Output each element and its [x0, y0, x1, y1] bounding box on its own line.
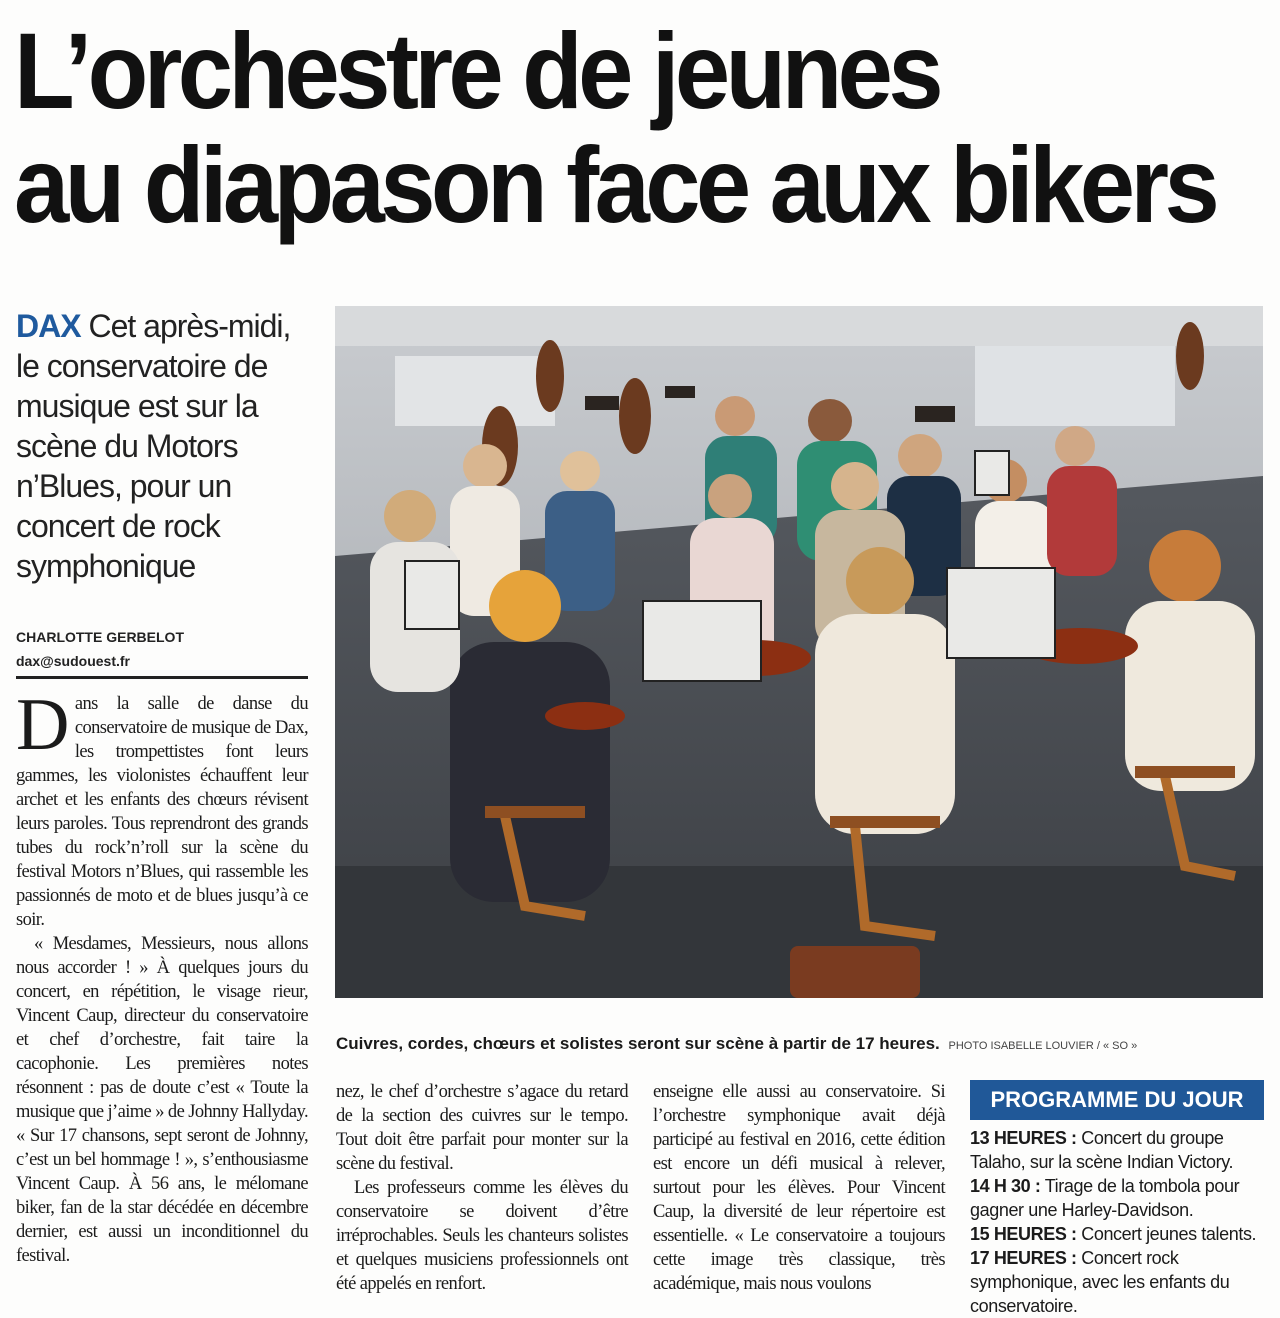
- programme-time: 15 HEURES :: [970, 1224, 1077, 1244]
- programme-text: Concert rock symphonique, avec les enfants du conservatoire.: [970, 1248, 1230, 1316]
- byline-divider: [16, 676, 308, 679]
- article-paragraph: nez, le chef d’orchestre s’agace du retard de la section des cuivres sur le tempo. Tout doit être parfait pour monter sur la scène du festival.: [336, 1082, 628, 1174]
- byline: [16, 625, 308, 673]
- orchestra-photo-illustration: [335, 306, 1263, 998]
- paragraph-text: ans la salle de danse du conservatoire de musique de Dax, les trompettistes font leurs gammes, les violonistes échauffent leur archet et les enfants des chœurs révisent leurs paroles. Tous reprendront des grands tubes du rock’n’roll sur la scène du festival Motors n’Blues, qui rassemble les passionnés de moto et de blues jusqu’à ce soir.: [16, 694, 308, 930]
- article-column-1: [16, 684, 308, 1268]
- programme-item: [970, 1246, 1264, 1318]
- programme-item: [970, 1174, 1264, 1222]
- standfirst-text: Cet après-midi, le conservatoire de musique est sur la scène du Motors n’Blues, pour un concert de rock symphonique: [16, 308, 291, 584]
- standfirst: [16, 306, 316, 586]
- dateline-place: DAX: [16, 308, 81, 344]
- article-column-3: [653, 1080, 945, 1296]
- article-paragraph: [16, 684, 308, 932]
- photo-credit: PHOTO ISABELLE LOUVIER / « SO »: [948, 1040, 1138, 1052]
- programme-title: PROGRAMME DU JOUR: [970, 1080, 1264, 1120]
- programme-item: [970, 1126, 1264, 1174]
- orchestra-photo: [335, 306, 1263, 998]
- article-column-2: [336, 1080, 628, 1296]
- programme-text: Concert du groupe Talaho, sur la scène Indian Victory.: [970, 1128, 1234, 1172]
- article-paragraph: enseigne elle aussi au conservatoire. Si l’orchestre symphonique avait déjà participé au festival en 2016, cette édition est encore un défi musical à relever, surtout pour les élèves. Pour Vincent Caup, la diversité de leur répertoire est essentielle. « Le conservatoire a toujours cette image très classique, très académique, mais nous voulons: [653, 1082, 945, 1294]
- programme-text: Concert jeunes talents.: [1076, 1224, 1257, 1244]
- article-paragraph: « Mesdames, Messieurs, nous allons nous accorder ! » À quelques jours du concert, en répétition, le visage rieur, Vincent Caup, directeur du conservatoire et chef d’orchestre, fait taire la cacophonie. Les premières notes résonnent : pas de doute c’est « Toute la musique que j’aime » de Johnny Hallyday. « Sur 17 chansons, sept seront de Johnny, c’est un bel hommage ! », s’enthousiasme Vincent Caup. À 56 ans, le mélomane biker, fan de la star décédée en décembre dernier, est aussi un inconditionnel du festival.: [16, 934, 308, 1266]
- programme-text: Tirage de la tombola pour gagner une Harley-Davidson.: [970, 1176, 1240, 1220]
- author-email[interactable]: dax@sudouest.fr: [16, 653, 131, 669]
- programme-time: 13 HEURES :: [970, 1128, 1077, 1148]
- programme-time: 14 H 30 :: [970, 1176, 1041, 1196]
- headline: [14, 10, 1216, 245]
- caption-text: Cuivres, cordes, chœurs et solistes seront sur scène à partir de 17 heures.: [336, 1034, 940, 1053]
- programme-list: [970, 1126, 1264, 1318]
- headline-line-1: L’orchestre de jeunes: [14, 10, 940, 131]
- programme-item: [970, 1222, 1264, 1246]
- photo-caption: [336, 1033, 1276, 1057]
- article-paragraph: Les professeurs comme les élèves du conservatoire se doivent d’être irréprochables. Seuls les chanteurs solistes et quelques musiciens professionnels ont été appelés en renfort.: [336, 1178, 628, 1294]
- drop-cap: D: [16, 684, 69, 766]
- programme-time: 17 HEURES :: [970, 1248, 1077, 1268]
- author-name: CHARLOTTE GERBELOT: [16, 629, 184, 645]
- headline-line-2: au diapason face aux bikers: [14, 124, 1216, 245]
